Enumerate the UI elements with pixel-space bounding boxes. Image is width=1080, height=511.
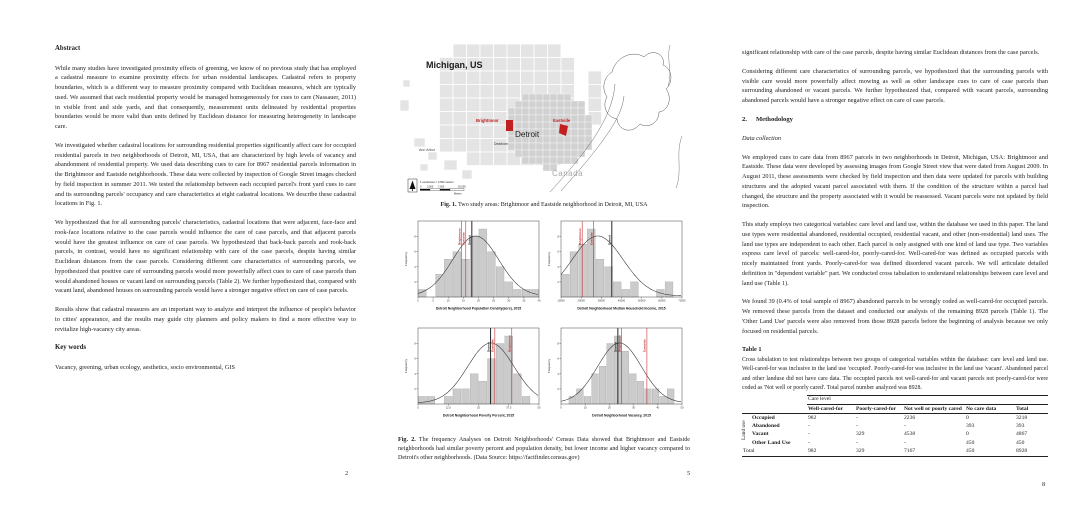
fig2-caption-label: Fig. 2. xyxy=(398,437,416,443)
svg-text:30: 30 xyxy=(632,406,636,410)
data-collection-subheading: Data collection xyxy=(742,134,781,142)
svg-text:Frequency: Frequency xyxy=(547,251,551,267)
page-number-right: 8 xyxy=(1042,481,1046,488)
svg-text:Frequency: Frequency xyxy=(404,251,408,267)
svg-text:4: 4 xyxy=(414,372,416,376)
table1-label: Table 1 xyxy=(742,346,762,354)
row-label: Occupied xyxy=(752,414,775,421)
svg-text:Frequency: Frequency xyxy=(404,358,408,374)
cell: 450 xyxy=(966,439,975,446)
column-header: Not well or poorly cared xyxy=(903,405,965,414)
cell: - xyxy=(808,423,810,430)
page-number-middle: 5 xyxy=(687,470,691,477)
abstract-heading: Abstract xyxy=(55,45,81,52)
section-number: 2. xyxy=(742,115,747,123)
cell: 7167 xyxy=(903,447,965,456)
map-country-label: Canada xyxy=(552,169,584,178)
cell: - xyxy=(856,423,858,430)
keywords-line: Vacancy, greening, urban ecology, aesthetics, socio environmental, GIS xyxy=(55,363,235,371)
svg-text:40: 40 xyxy=(656,406,660,410)
cell: 450 xyxy=(1016,439,1025,446)
cell: 393 xyxy=(966,423,975,430)
svg-text:50: 50 xyxy=(680,406,684,410)
svg-text:50: 50 xyxy=(537,406,541,410)
svg-text:Eastside: Eastside xyxy=(461,232,466,245)
cell: - xyxy=(856,439,858,446)
table-row xyxy=(742,414,1048,423)
fig1-caption-label: Fig. 1. xyxy=(440,202,457,208)
cell: 4538 xyxy=(904,431,916,438)
fig1-caption xyxy=(398,201,690,210)
svg-text:Detroit: Detroit xyxy=(486,342,491,352)
svg-text:15: 15 xyxy=(461,299,465,303)
svg-text:Eastside: Eastside xyxy=(642,339,647,352)
svg-text:5: 5 xyxy=(432,299,434,303)
table1-cross-tabulation xyxy=(742,395,1048,457)
svg-text:Detroit: Detroit xyxy=(467,235,472,245)
cell: 393 xyxy=(1016,423,1025,430)
right-page-text-column xyxy=(742,48,1048,457)
cell: 0 xyxy=(966,414,969,421)
svg-text:30: 30 xyxy=(507,299,511,303)
land-use-group-header: Land use xyxy=(741,420,747,441)
histogram-poverty-percent xyxy=(403,325,543,431)
table-header-row xyxy=(742,405,1048,414)
cell: 982 xyxy=(807,447,855,456)
table1-caption: Cross tabulation to test relationships between two groups of categorical variables within the database: care level and land use. Well-cared-for was inclusive in the land use 'occupied'. Poorly-cared-for was inclusive in the land use 'vacant'. Abandoned parcel and other landuse did not have care data. The occupied parcels not well-cared-for and vacant parcels not poorly-cared-for were coded as 'Not well or poorly cared'. Total parcel number analyzed was 8928. xyxy=(742,357,1048,391)
svg-text:Eastside: Eastside xyxy=(589,232,594,245)
svg-text:Detroit Neighborhood Populatio: Detroit Neighborhood Population Density(acre), 2015 xyxy=(435,306,522,311)
svg-text:8: 8 xyxy=(414,342,416,346)
body-paragraph: significant relationship with care of the case parcels, despite having similar Euclidean distances from the case parcels. xyxy=(742,49,1040,56)
svg-text:2: 2 xyxy=(557,280,559,284)
table-row xyxy=(742,431,1048,439)
svg-text:4: 4 xyxy=(414,265,416,269)
svg-text:6: 6 xyxy=(414,357,416,361)
svg-text:Brightmoor: Brightmoor xyxy=(617,335,622,352)
body-paragraph: We employed cues to care data from 8967 parcels in two neighborhoods in Detroit, Michigan, USA: Brightmoor and Eastside. These data were developed by assessing images from Google Street view that were dated from August 2009. In August 2011, these assessments were checked by field inspection and then data were updated for parcels with building structures and the adopted vacant parcel associated with them. If the condition of the structure within a parcel had changed, the structure and the property associated with it would be reassessed. Vacant parcels were not updated by field inspection. xyxy=(742,153,1048,210)
fig2-caption-text: The frequency Analyses on Detroit Neighborhoods' Census Data showed that Brightmoor and Eastside neighborhoods had similar poverty percent and population density, but lower income and higher vacancy compared to Detroit's other neighborhoods. (Data Source: https://factfinder.census.gov) xyxy=(398,437,690,462)
map-brightmoor-area xyxy=(506,120,513,131)
svg-text:0: 0 xyxy=(560,406,562,410)
svg-text:6: 6 xyxy=(557,357,559,361)
cell: - xyxy=(808,431,810,438)
row-label: Abandoned xyxy=(752,423,780,430)
map-scale-equivalence: 1 centimeter = 3,500 meters xyxy=(420,181,454,184)
svg-text:40000: 40000 xyxy=(617,299,626,303)
svg-text:10: 10 xyxy=(446,299,450,303)
svg-text:20000: 20000 xyxy=(577,299,585,303)
svg-text:12.5: 12.5 xyxy=(445,406,451,410)
svg-text:30000: 30000 xyxy=(597,299,605,303)
table-row xyxy=(742,439,1048,447)
abstract-paragraph: We investigated whether cadastral locations for surrounding residential properties significantly affect care for occupied residential parcels in two neighborhoods of Detroit, MI, USA, that are characterized by high levels of vacancy and abandonment of residential property. We used data describing cues to care for 8967 residential parcels information in the Brightmoor and Eastside neighborhoods. These data were collected by inspection of Google Street images checked by field inspection in summer 2011. We tested the relationship between each occupied parcel's front yard cues to care and its surrounding parcels' occupancy and care characteristics at eight cadastral locations. We describe these cadastral locations in Fig. 1. xyxy=(55,141,356,208)
svg-text:20: 20 xyxy=(477,299,480,303)
svg-text:20: 20 xyxy=(607,406,611,410)
svg-text:4: 4 xyxy=(557,372,559,376)
map-scale-bar xyxy=(420,189,464,191)
svg-text:25: 25 xyxy=(492,299,496,303)
svg-text:37.5: 37.5 xyxy=(506,406,512,410)
svg-text:8: 8 xyxy=(414,235,416,239)
svg-text:Detroit Neighborhood Vacancy,: Detroit Neighborhood Vacancy, 2015 xyxy=(592,413,651,418)
table-row xyxy=(742,395,1048,404)
svg-text:Frequency: Frequency xyxy=(547,358,551,374)
map-scale-tick-1: 3,500 xyxy=(427,185,434,189)
fig1-map-svg xyxy=(398,42,690,198)
column-header: Poorly-cared-for xyxy=(855,405,903,414)
page-number-left: 2 xyxy=(345,470,349,477)
cell: 3218 xyxy=(1016,414,1028,421)
abstract-paragraph: Results show that cadastral measures are an important way to analyze and interpret the influence of people's behavior to cities' appearance, and the results may guide city planners and policy makers to find a more effective way to revitalize high-vacancy city areas. xyxy=(55,306,356,333)
map-scale-unit: Meters xyxy=(454,192,462,196)
map-city-label: Detroit xyxy=(515,130,540,139)
map-state-label: Michigan, US xyxy=(426,60,483,70)
fig1-caption-text: Two study areas: Brightmoor and Eastside neighborhood in Detroit, MI, USA xyxy=(458,202,648,208)
svg-text:35: 35 xyxy=(522,299,526,303)
svg-text:Brightmoor: Brightmoor xyxy=(457,228,462,245)
map-scale-tick-3: 20,000 xyxy=(458,185,466,189)
column-header: Total xyxy=(1015,405,1048,414)
table-total-row xyxy=(742,447,1048,456)
cell: - xyxy=(808,439,810,446)
abstract-paragraph: We hypothesized that for all surrounding parcels' characteristics, cadastral locations that were adjacent, face-face and rook-face locations relative to the case parcels would influence the care of case parcels, and that adjacent parcels would have the greatest influence on care of case parcels. We hypothesized that back-back parcels and rook-back parcels, in contrast, would have no significant relationship with care of the case parcels, despite having similar Euclidean distances from the case parcels. Considering different care characteristics of surrounding parcels, we hypothesized that positive care of surrounding parcels would more powerfully affect cues to care of case parcels than would abandoned houses or vacant land on surrounding parcels (Table 2). We further hypothesized that, compared with vacant land, abandoned houses on surrounding parcels would have a stronger negative effect on care of case parcels. xyxy=(55,219,356,295)
cell: 982 xyxy=(808,414,817,421)
svg-text:Detroit Neighborhood Median Ho: Detroit Neighborhood Median Household Income, 2015 xyxy=(577,306,666,311)
svg-text:70000: 70000 xyxy=(678,299,686,303)
cell: - xyxy=(904,439,906,446)
svg-text:Detroit Neighborhood Poverty P: Detroit Neighborhood Poverty Percent, 2015 xyxy=(442,413,515,418)
svg-text:50000: 50000 xyxy=(638,299,646,303)
cell: 2236 xyxy=(904,414,916,421)
body-paragraph: Considering different care characteristics of surrounding parcels, we hypothesized that the surrounding parcels with visible care would more powerfully affect mowing as well as other landscape cues to care of case parcels than surrounding abandoned or vacant parcels. We further hypothesized that, compared with vacant parcels, surrounding abandoned parcels would have a stronger negative effect on care of case parcels. xyxy=(742,67,1048,104)
row-label: Vacant xyxy=(752,431,769,438)
fig2-caption xyxy=(398,436,690,463)
map-annarbor-label: Ann Arbor xyxy=(419,148,435,152)
cell: 0 xyxy=(966,431,969,438)
section-title: Methodology xyxy=(755,115,793,123)
map-scale-tick-0: 0 xyxy=(420,185,422,189)
fig1-study-area-map xyxy=(398,42,690,198)
body-paragraph: We found 39 (0.4% of total sample of 8967) abandoned parcels to be wrongly coded as well-cared-for occupied parcels. We removed these parcels from the dataset and conducted our analysis of the remaining 8928 parcels (Table 1). The 'Other Land Use' parcels were also removed from those 8928 parcels before the beginning of analysis because we only focused on residential parcels. xyxy=(742,298,1048,335)
abstract-paragraph: While many studies have investigated proximity effects of greening, we know of no previous study that has employed a cadastral measure to examine proximity effects for urban residential landscapes. Cadastral refers to property boundaries, which is a different way to measure proximity compared with Euclidean measures, which are typically used. We assumed that each residential property would be managed homogeneously for cues to care (Nassauer, 2011) in visible front and side yards, and that consequently, measurement units delineated by residential properties boundaries would be more valid than units defined by Euclidean distance for measuring heterogeneity in landscape care. xyxy=(55,64,356,131)
row-label: Other Land Use xyxy=(752,439,791,446)
cell: 8928 xyxy=(1015,447,1048,456)
svg-text:8: 8 xyxy=(557,342,559,346)
map-brightmoor-label: Brightmoor xyxy=(476,118,499,123)
svg-text:25: 25 xyxy=(477,406,480,410)
cell: - xyxy=(856,414,858,421)
svg-text:Detroit: Detroit xyxy=(613,342,618,352)
svg-text:60000: 60000 xyxy=(658,299,666,303)
methodology-section-heading xyxy=(742,115,1048,125)
svg-text:0: 0 xyxy=(417,299,419,303)
cell: 329 xyxy=(855,447,903,456)
histogram-population-density xyxy=(403,218,543,324)
table-row xyxy=(742,423,1048,431)
svg-text:8: 8 xyxy=(557,235,559,239)
svg-text:2: 2 xyxy=(557,387,559,391)
svg-text:2: 2 xyxy=(414,387,416,391)
svg-text:0: 0 xyxy=(417,406,419,410)
column-header: No care data xyxy=(965,405,1015,414)
svg-text:Brightmoor: Brightmoor xyxy=(507,335,512,352)
cell: 4867 xyxy=(1016,431,1028,438)
svg-text:6: 6 xyxy=(557,250,559,254)
svg-text:10000: 10000 xyxy=(557,299,565,303)
keywords-heading: Key words xyxy=(55,344,87,352)
left-page-text-column xyxy=(55,44,356,382)
cell: - xyxy=(904,423,906,430)
cell: 450 xyxy=(965,447,1015,456)
column-header: Well-cared-for xyxy=(807,405,855,414)
svg-text:Detroit: Detroit xyxy=(607,235,612,245)
svg-text:2: 2 xyxy=(414,280,416,284)
svg-text:4: 4 xyxy=(557,265,559,269)
svg-text:10: 10 xyxy=(583,406,587,410)
total-row-label: Total xyxy=(742,447,807,456)
svg-text:40: 40 xyxy=(537,299,541,303)
map-eastside-label: Eastside xyxy=(553,118,571,123)
histogram-median-income xyxy=(546,218,686,324)
map-scale-tick-2: 7,000 xyxy=(438,185,445,189)
svg-text:Eastside: Eastside xyxy=(490,339,495,352)
care-level-group-header: Care level xyxy=(807,395,1048,404)
fig2-histogram-grid xyxy=(403,218,687,432)
svg-text:Brightmoor: Brightmoor xyxy=(577,228,582,245)
svg-text:6: 6 xyxy=(414,250,416,254)
cell: 329 xyxy=(856,431,865,438)
map-dearborn-label: Dearborn xyxy=(494,142,509,146)
histogram-vacancy xyxy=(546,325,686,431)
body-paragraph: This study employs two categorical variables: care level and land use, within the database we used in this paper. The land use types were residential abandoned, residential occupied, residential vacant, and other (non-residential) land uses. The land use types are independent to each other. Each parcel is only assigned with one kind of land use type. Two variables express care level of parcels: well-cared-for, poorly-cared-for. Well-cared-for was defined as occupied parcels with nicely maintained front yards. Poorly-cared-for was defined disordered vacant parcels. We will articulate detailed definition in "dependent variable" part. We conducted cross tabulation to understand relationships between care level and land use (Table 1). xyxy=(742,221,1048,287)
